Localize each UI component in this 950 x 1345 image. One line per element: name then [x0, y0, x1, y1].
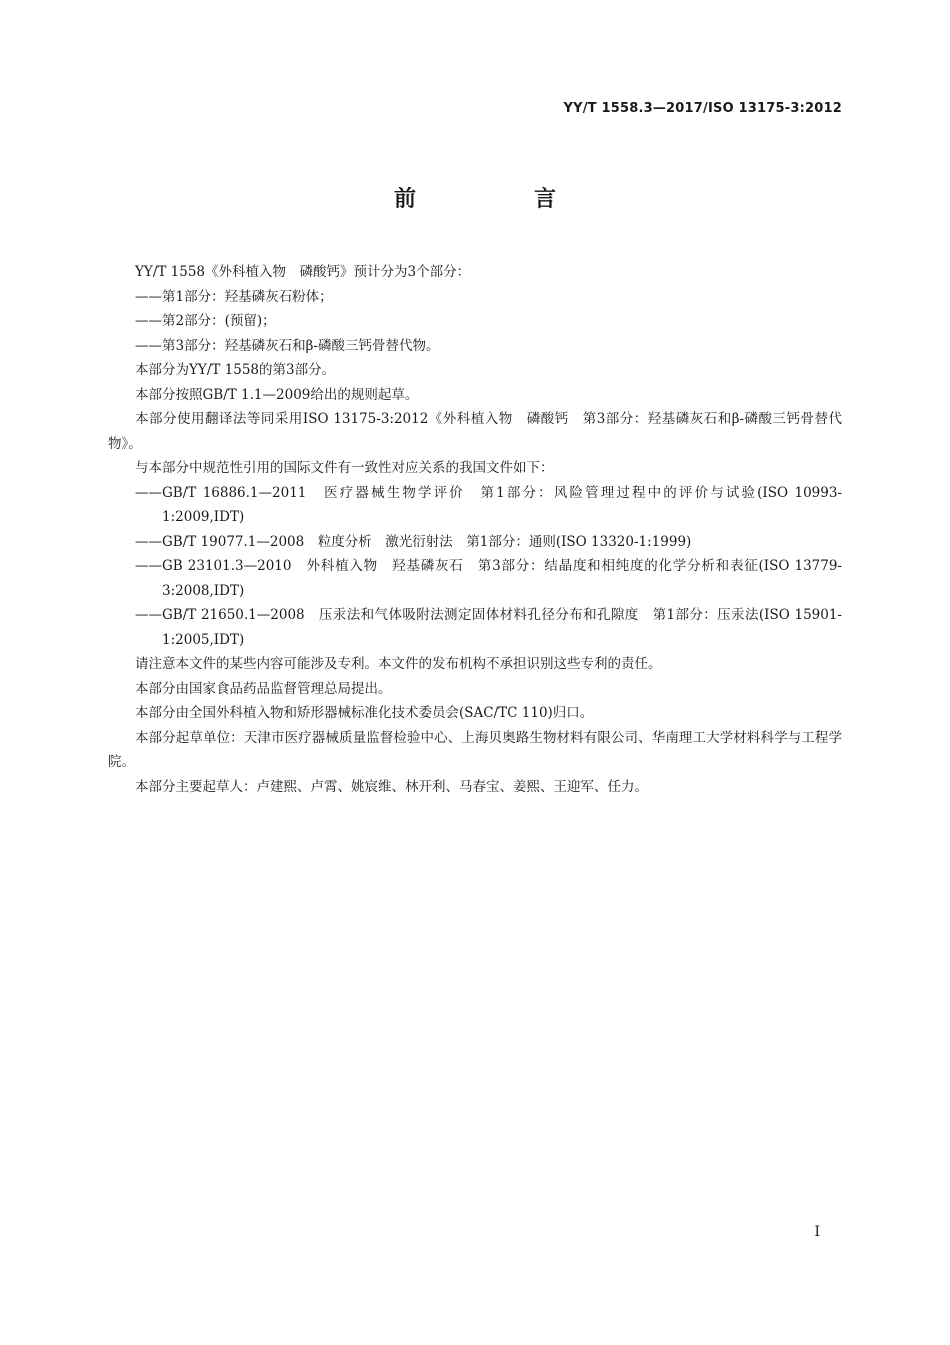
reference-item-gbt-21650: ——GB/T 21650.1—2008 压汞法和气体吸附法测定固体材料孔径分布和孔隙度 第1部分：压汞法(ISO 15901-1:2005,IDT) [135, 607, 842, 648]
paragraph-drafting-rules: 本部分按照GB/T 1.1—2009给出的规则起草。 [135, 386, 419, 403]
paragraph-correspondence-intro: 与本部分中规范性引用的国际文件有一致性对应关系的我国文件如下： [135, 460, 554, 476]
paragraph-this-part: 本部分为YY/T 1558的第3部分。 [135, 362, 336, 378]
list-item-part-1: ——第1部分：羟基磷灰石粉体； [135, 288, 333, 305]
paragraph-patent-notice: 请注意本文件的某些内容可能涉及专利。本文件的发布机构不承担识别这些专利的责任。 [135, 656, 662, 672]
list-item-part-2: ——第2部分：(预留)； [135, 313, 276, 329]
page-number: I [814, 1224, 820, 1240]
paragraph-drafters: 本部分主要起草人：卢建熙、卢霄、姚宸维、林开利、马春宝、姜熙、王迎军、任力。 [135, 778, 648, 795]
paragraph-proposed-by: 本部分由国家食品药品监督管理总局提出。 [135, 680, 392, 697]
list-item-part-3: ——第3部分：羟基磷灰石和β-磷酸三钙骨替代物。 [135, 337, 440, 354]
paragraph-drafting-units: 本部分起草单位：天津市医疗器械质量监督检验中心、上海贝奥路生物材料有限公司、华南理工大学材料科学与工程学院。 [108, 729, 842, 770]
reference-item-gbt-16886: ——GB/T 16886.1—2011 医疗器械生物学评价 第1部分：风险管理过程中的评价与试验(ISO 10993-1:2009,IDT) [135, 484, 842, 525]
reference-item-gb-23101: ——GB 23101.3—2010 外科植入物 羟基磷灰石 第3部分：结晶度和相纯度的化学分析和表征(ISO 13779-3:2008,IDT) [135, 558, 842, 599]
paragraph-adoption: 本部分使用翻译法等同采用ISO 13175-3:2012《外科植入物 磷酸钙 第3部分：羟基磷灰石和β-磷酸三钙骨替代物》。 [108, 411, 842, 452]
paragraph-series-intro: YY/T 1558《外科植入物 磷酸钙》预计分为3个部分： [135, 264, 471, 280]
paragraph-under-jurisdiction: 本部分由全国外科植入物和矫形器械标准化技术委员会(SAC/TC 110)归口。 [135, 705, 594, 721]
foreword-body [108, 260, 842, 799]
standard-code-header: YY/T 1558.3—2017/ISO 13175-3:2012 [563, 101, 842, 116]
reference-item-gbt-19077: ——GB/T 19077.1—2008 粒度分析 激光衍射法 第1部分：通则(ISO 13320-1:1999) [135, 533, 692, 550]
page-title: 前 言 [393, 187, 604, 212]
